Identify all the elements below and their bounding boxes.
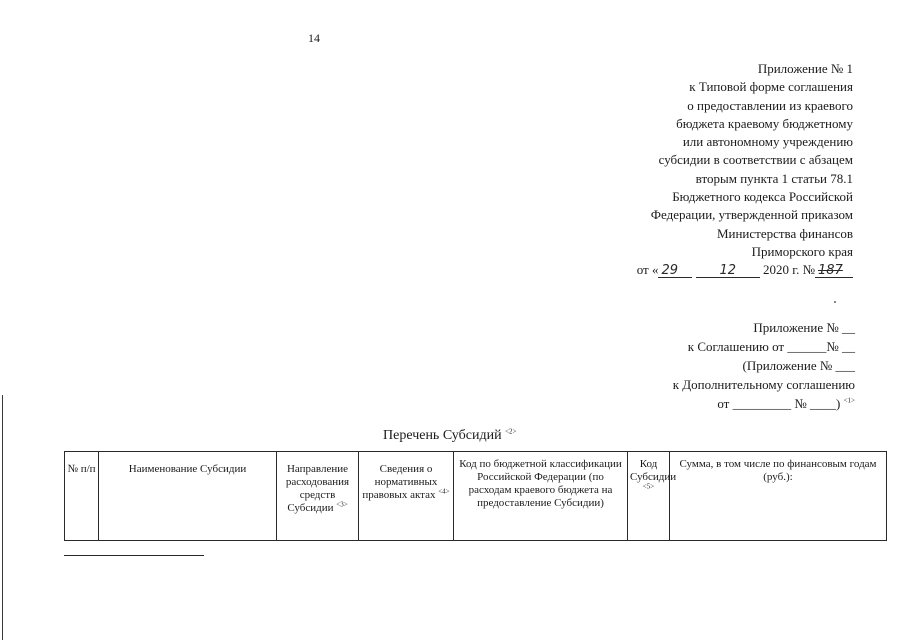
- annex-line: Приморского края: [751, 243, 853, 259]
- agreement-annex-line: (Приложение № ___: [742, 358, 855, 373]
- annex-line: к Типовой форме соглашения: [689, 79, 853, 95]
- page-number: 14: [308, 31, 320, 45]
- footnote-marker: <1>: [843, 396, 855, 405]
- column-header-legal-acts: Сведения о нормативных правовых актах $^{<4>}$: [359, 452, 454, 541]
- date-prefix: от «: [636, 262, 659, 278]
- list-title-text: Перечень Субсидий: [383, 428, 502, 443]
- scan-speck: [834, 301, 836, 303]
- handwritten-day: 29: [658, 264, 692, 278]
- order-date-line: [523, 261, 853, 279]
- annex-header-block: [523, 60, 853, 280]
- handwritten-month: 12: [696, 264, 760, 278]
- footnote-marker: <4>: [438, 487, 450, 496]
- footnote-marker: <5>: [642, 482, 655, 491]
- handwritten-order-number: 187: [815, 264, 853, 278]
- annex-line: вторым пункта 1 статьи 78.1: [695, 170, 853, 186]
- date-year-text: 2020 г. №: [762, 262, 815, 278]
- annex-line: о предоставлении из краевого: [687, 97, 853, 113]
- column-header-subsidy-name: Наименование Субсидии: [99, 452, 277, 541]
- annex-line: или автономному учреждению: [682, 134, 853, 150]
- footnote-marker: <2>: [505, 427, 517, 436]
- column-header-spending-direction: Направление расходования средств Субсидии $^{<3>}$: [277, 452, 359, 541]
- column-header-amount: Сумма, в том числе по финансовым годам (руб.):: [670, 452, 887, 541]
- annex-line: Министерства финансов: [716, 225, 853, 241]
- table-header-row: [65, 452, 887, 541]
- annex-line: Федерации, утвержденной приказом: [650, 207, 853, 223]
- subsidy-table: [64, 451, 887, 541]
- agreement-annex-block: [535, 318, 855, 413]
- scan-edge-line: [2, 395, 3, 640]
- table-bottom-rule: [64, 555, 204, 556]
- column-header-budget-code: Код по бюджетной классификации Российской Федерации (по расходам краевого бюджета на предоставление Субсидии): [454, 452, 628, 541]
- annex-line: бюджета краевому бюджетному: [676, 115, 853, 131]
- annex-line: субсидии в соответствии с абзацем: [658, 152, 853, 168]
- footnote-marker: <3>: [336, 500, 348, 509]
- supplementary-date-line: [535, 394, 855, 413]
- column-header-subsidy-code: Код Субсидии $^{<5>}$: [628, 452, 670, 541]
- annex-line: Приложение № 1: [757, 61, 853, 76]
- agreement-ref-line: к Соглашению от ______№ __: [687, 339, 855, 354]
- supplementary-agreement-line: к Дополнительному соглашению: [672, 377, 855, 392]
- agreement-annex-line: Приложение № __: [753, 320, 855, 335]
- list-title: [383, 428, 516, 444]
- supplementary-date-text: от _________ № ____): [717, 396, 841, 411]
- annex-line: Бюджетного кодекса Российской: [672, 189, 853, 205]
- column-header-number: № п/п: [65, 452, 99, 541]
